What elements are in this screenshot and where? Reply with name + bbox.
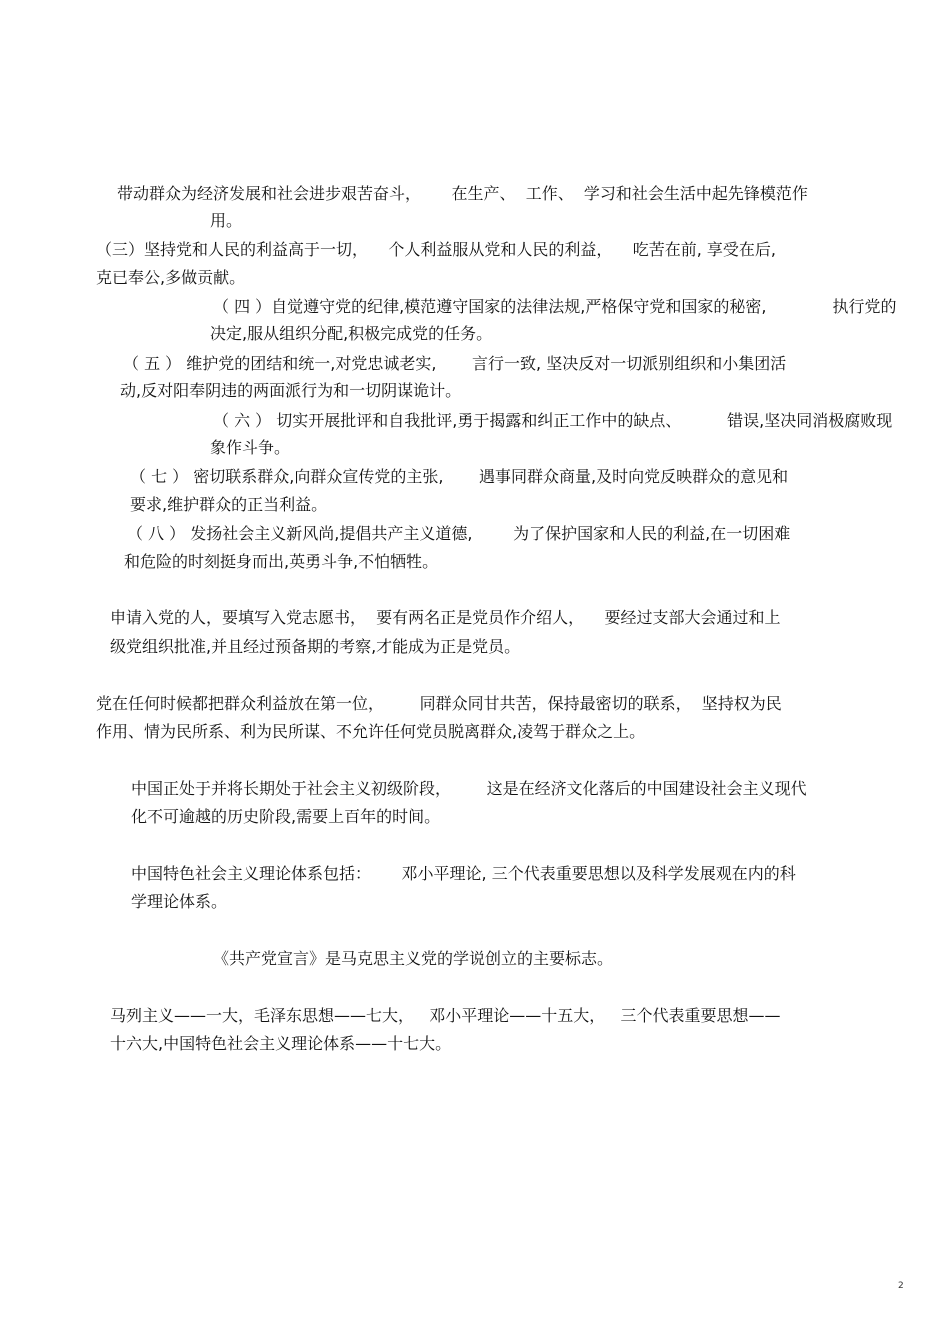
text-line-5: （ 四 ）自觉遵守党的纪律,模范遵守国家的法律法规,严格保守党和国家的秘密, 执行党的 [213,297,897,316]
text-line-16: 级党组织批准,并且经过预备期的考察,才能成为正是党员。 [110,637,521,656]
page-number: 2 [898,1281,904,1291]
text-line-21: 中国特色社会主义理论体系包括： 邓小平理论, 三个代表重要思想以及科学发展观在内的科 [131,864,796,883]
text-line-2: 用。 [210,211,243,230]
text-line-22: 学理论体系。 [131,892,228,911]
text-line-11: （ 七 ） 密切联系群众,向群众宣传党的主张, 遇事同群众商量,及时向党反映群众的意见和 [130,467,789,486]
text-line-25: 十六大,中国特色社会主义理论体系——十七大。 [110,1034,452,1053]
text-line-3: （三）坚持党和人民的利益高于一切， 个人利益服从党和人民的利益， 吃苦在前, 享受在后, [96,240,776,259]
text-line-24: 马列主义——一大，毛泽东思想——七大， 邓小平理论——十五大， 三个代表重要思想—— [110,1006,781,1025]
text-line-17: 党在任何时候都把群众利益放在第一位， 同群众同甘共苦，保持最密切的联系， 坚持权为民 [96,694,782,713]
text-line-14: 和危险的时刻挺身而出,英勇斗争,不怕牺牲。 [124,552,439,571]
text-line-12: 要求,维护群众的正当利益。 [130,495,328,514]
text-line-18: 作用、情为民所系、利为民所谋、不允许任何党员脱离群众,凌驾于群众之上。 [96,722,646,741]
text-line-20: 化不可逾越的历史阶段,需要上百年的时间。 [131,807,441,826]
text-line-8: 动,反对阳奉阴违的两面派行为和一切阴谋诡计。 [120,381,462,400]
text-line-4: 克已奉公,多做贡献。 [96,268,246,287]
text-line-9: （ 六 ） 切实开展批评和自我批评,勇于揭露和纠正工作中的缺点、 错误,坚决同消极腐败现 [213,411,893,430]
text-line-10: 象作斗争。 [210,438,291,457]
text-line-6: 决定,服从组织分配,积极完成党的任务。 [210,324,493,343]
text-line-15: 申请入党的人，要填写入党志愿书， 要有两名正是党员作介绍人， 要经过支部大会通过和上 [110,608,781,627]
text-line-13: （ 八 ） 发扬社会主义新风尚,提倡共产主义道德, 为了保护国家和人民的利益,在一切困难 [127,524,791,543]
text-line-19: 中国正处于并将长期处于社会主义初级阶段， 这是在经济文化落后的中国建设社会主义现代 [131,779,807,798]
text-line-7: （ 五 ） 维护党的团结和统一,对党忠诚老实, 言行一致, 坚决反对一切派别组织和小集团活 [123,354,787,373]
text-line-23: 《共产党宣言》是马克思主义党的学说创立的主要标志。 [213,949,614,968]
text-line-1: 带动群众为经济发展和社会进步艰苦奋斗， 在生产、 工作、 学习和社会生活中起先锋模范作 [117,184,808,203]
